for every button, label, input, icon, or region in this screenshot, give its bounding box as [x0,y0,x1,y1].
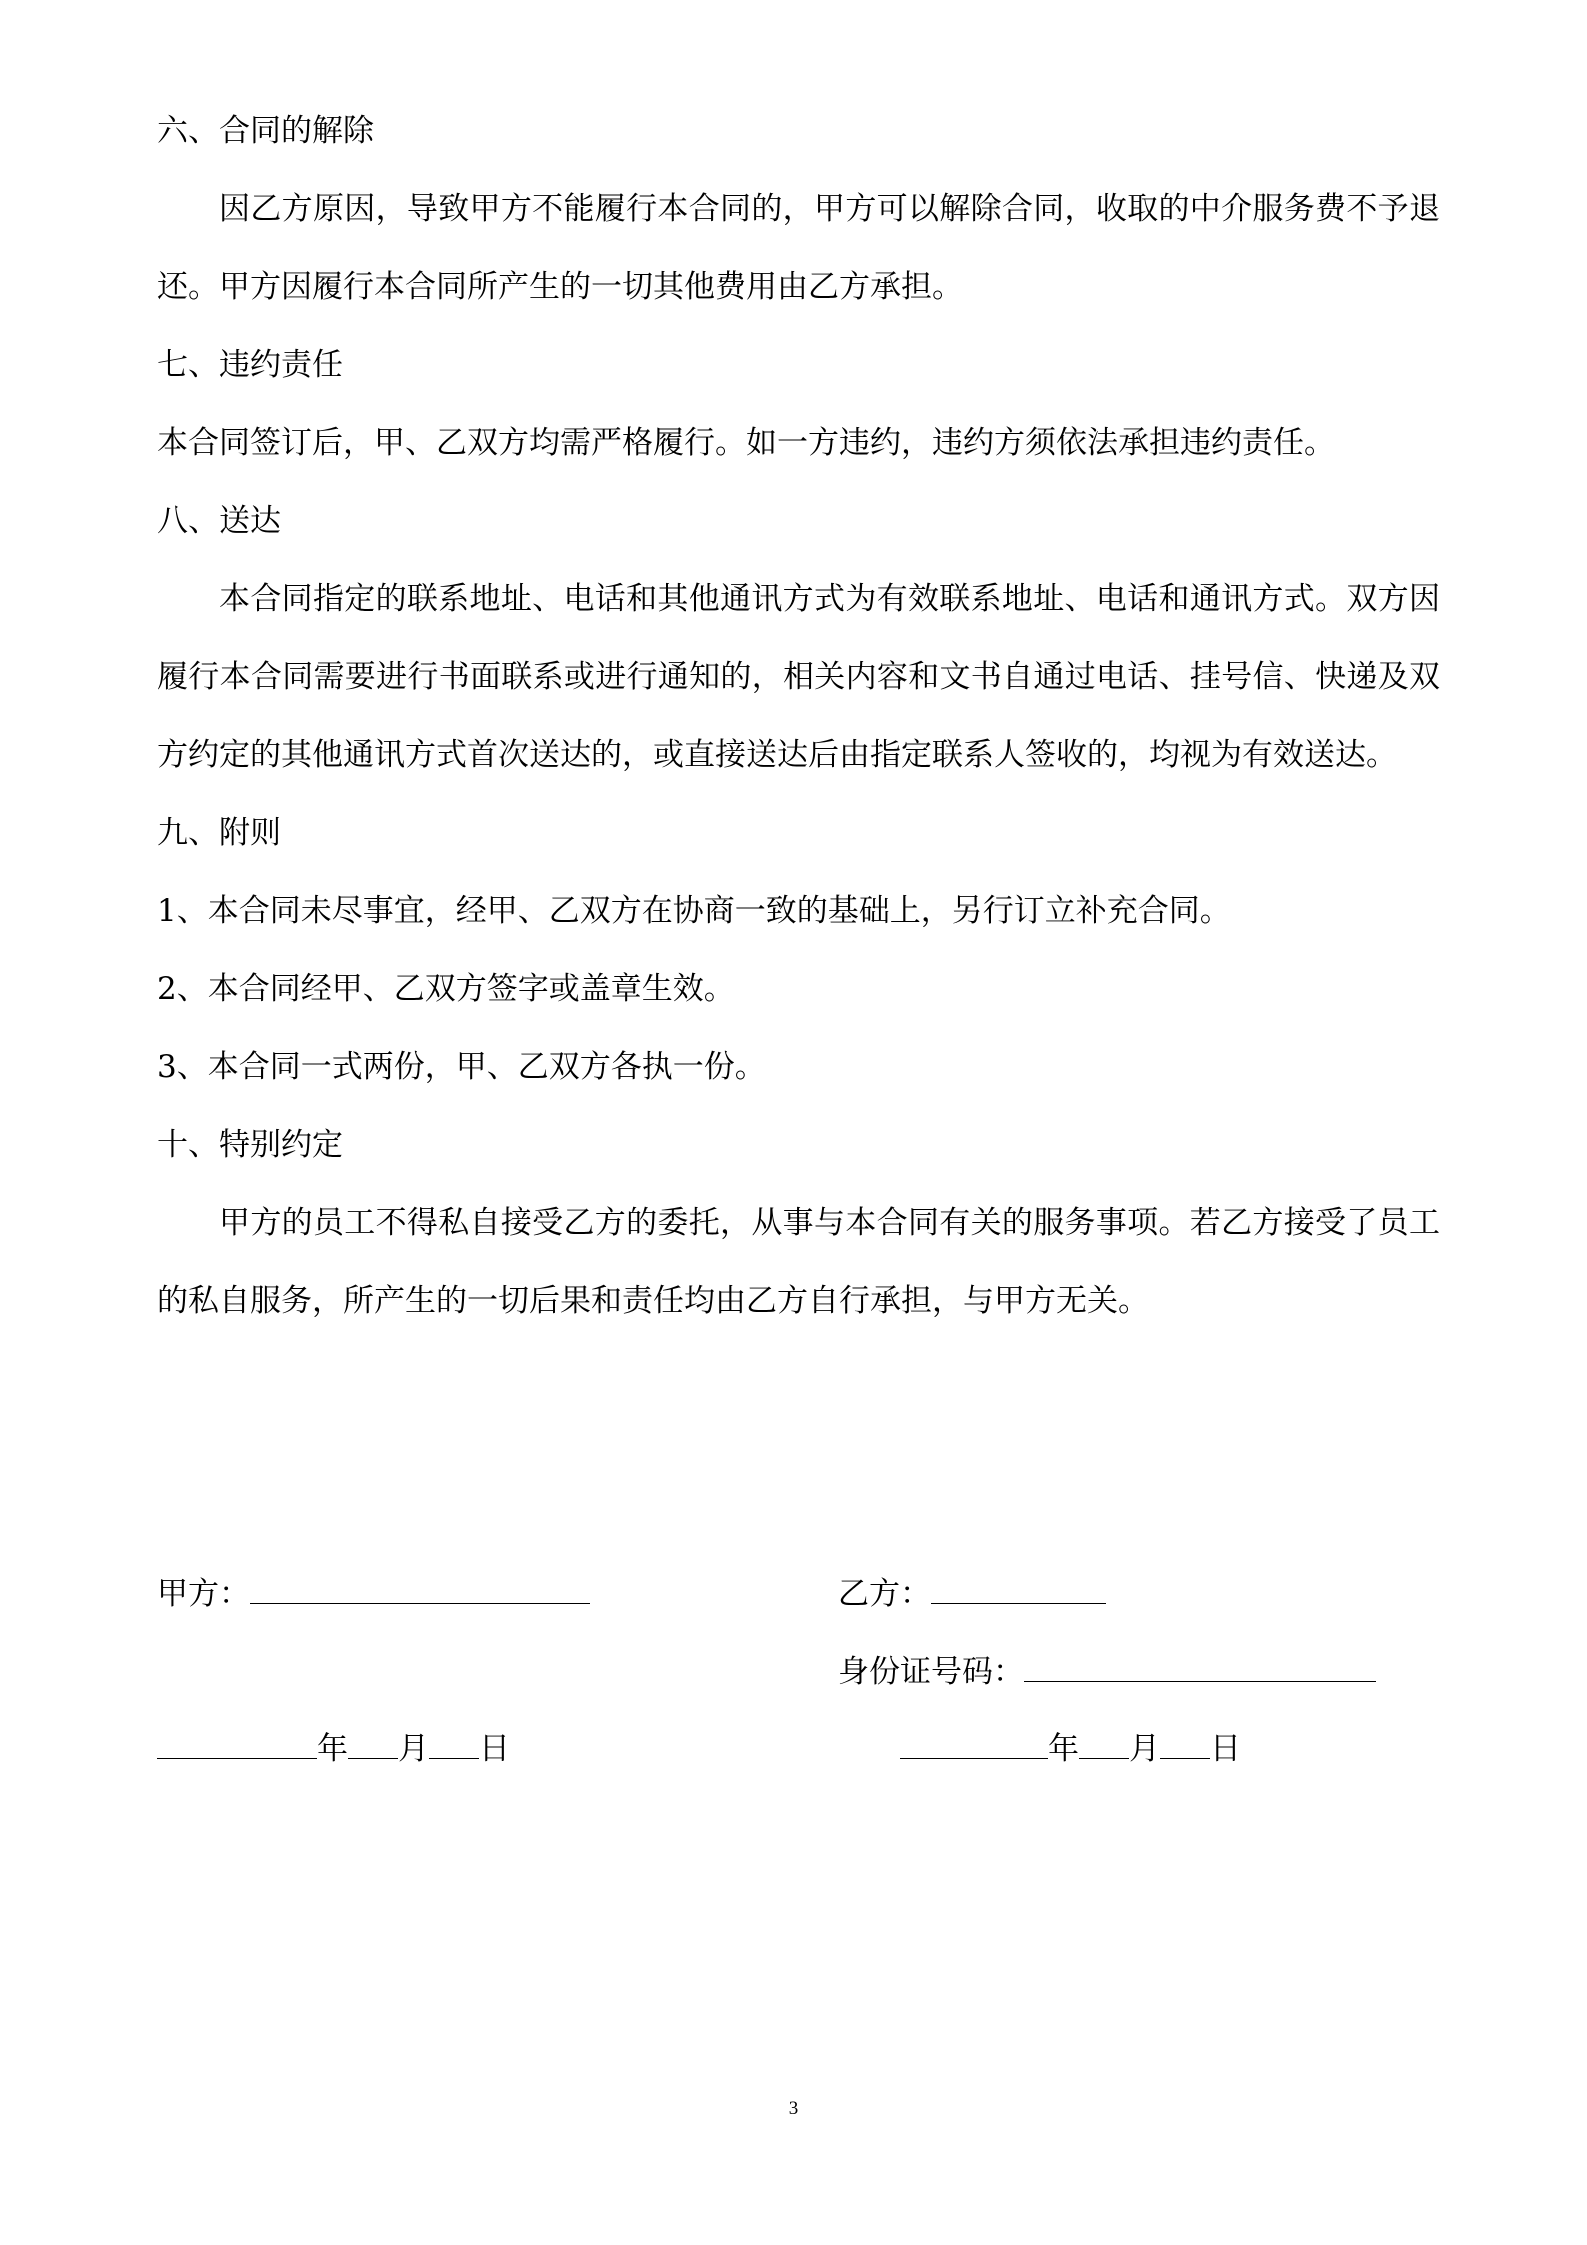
party-a-year-field[interactable] [157,1728,317,1759]
section-8-heading: 八、送达 [157,503,281,539]
id-number-label: 身份证号码： [838,1654,1024,1690]
section-8-body: 本合同指定的联系地址、电话和其他通讯方式为有效联系地址、电话和通讯方式。双方因履行本合同需要进行书面联系或进行通知的，相关内容和文书自通过电话、挂号信、快递及双方约定的其他通讯方式首次送达的，或直接送达后由指定联系人签收的，均视为有效送达。 [157,581,1440,773]
party-b-month-field[interactable] [1079,1728,1129,1759]
section-7-body: 本合同签订后，甲、乙双方均需严格履行。如一方违约，违约方须依法承担违约责任。 [157,425,1335,461]
section-6-body: 因乙方原因，导致甲方不能履行本合同的，甲方可以解除合同，收取的中介服务费不予退还。甲方因履行本合同所产生的一切其他费用由乙方承担。 [157,191,1440,305]
year-label: 年 [317,1731,348,1767]
month-label: 月 [398,1731,429,1767]
id-number-field[interactable] [1024,1651,1376,1682]
day-label: 日 [1210,1731,1241,1767]
month-label: 月 [1129,1731,1160,1767]
section-9-item-2: 2、本合同经甲、乙双方签字或盖章生效。 [157,971,735,1007]
section-6-heading: 六、合同的解除 [157,113,374,149]
party-b-signature-line [838,1573,1106,1614]
party-b-label: 乙方： [838,1576,931,1612]
section-10-heading: 十、特别约定 [157,1127,343,1163]
section-9-item-3: 3、本合同一式两份，甲、乙双方各执一份。 [157,1049,766,1085]
party-a-signature-field[interactable] [250,1573,590,1604]
party-b-day-field[interactable] [1160,1728,1210,1759]
party-a-day-field[interactable] [429,1728,479,1759]
party-b-year-field[interactable] [900,1728,1048,1759]
party-a-month-field[interactable] [348,1728,398,1759]
party-a-date-line [157,1728,510,1769]
party-a-signature-line [157,1573,590,1614]
year-label: 年 [1048,1731,1079,1767]
section-10-body: 甲方的员工不得私自接受乙方的委托，从事与本合同有关的服务事项。若乙方接受了员工的私自服务，所产生的一切后果和责任均由乙方自行承担，与甲方无关。 [157,1205,1440,1319]
section-9-heading: 九、附则 [157,815,281,851]
section-7-heading: 七、违约责任 [157,347,343,383]
section-9-item-1: 1、本合同未尽事宜，经甲、乙双方在协商一致的基础上，另行订立补充合同。 [157,893,1231,929]
day-label: 日 [479,1731,510,1767]
page-number: 3 [788,2098,799,2119]
contract-body [157,92,1440,1340]
party-a-label: 甲方： [157,1576,250,1612]
party-b-date-line [900,1728,1241,1769]
party-b-signature-field[interactable] [931,1573,1106,1604]
party-b-id-line [838,1651,1376,1692]
